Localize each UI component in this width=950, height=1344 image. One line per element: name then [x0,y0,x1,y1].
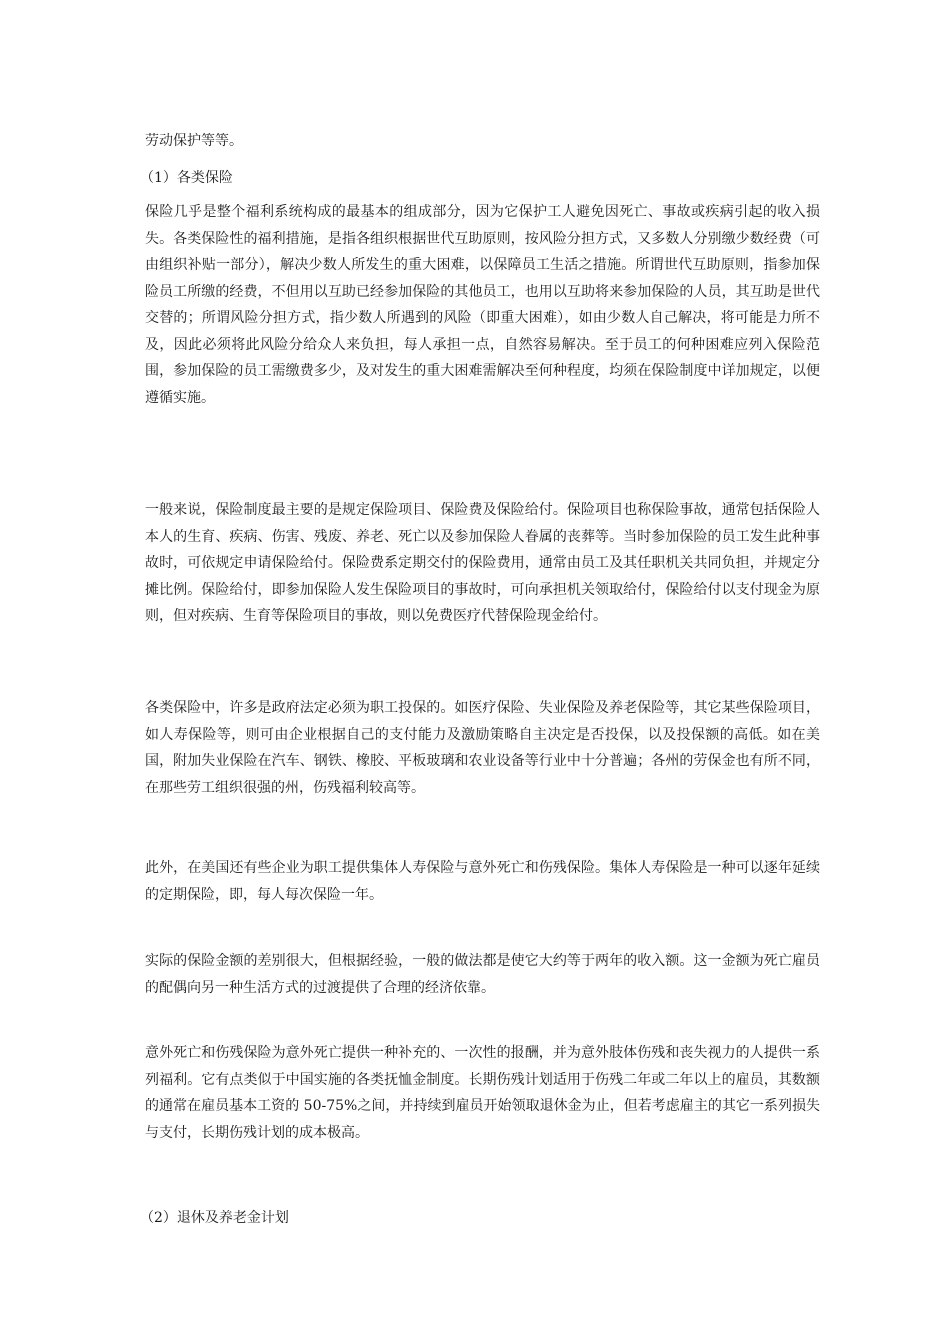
paragraph-insurance-system: 一般来说，保险制度最主要的是规定保险项目、保险费及保险给付。保险项目也称保险事故，通常包括保险人本人的生育、疾病、伤害、残废、养老、死亡以及参加保险人眷属的丧葬等。当时参加保险的员工发生此种事故时，可依规定申请保险给付。保险费系定期交付的保险费用，通常由员工及其任职机关共同负担，并规定分摊比例。保险给付，即参加保险人发生保险项目的事故时，可向承担机关领取给付，保险给付以支付现金为原则，但对疾病、生育等保险项目的事故，则以免费医疗代替保险现金给付。 [145,502,820,624]
paragraph-4-block [145,855,820,908]
paragraph-3-block [145,695,820,801]
paragraph-6-block [145,1040,820,1146]
paragraph-group-life-insurance: 此外，在美国还有些企业为职工提供集体人寿保险与意外死亡和伤残保险。集体人寿保险是一种可以逐年延续的定期保险，即，每人每次保险一年。 [145,860,820,903]
paragraph-insurance-amount: 实际的保险金额的差别很大，但根据经验，一般的做法都是使它大约等于两年的收入额。这一金额为死亡雇员的配偶向另一种生活方式的过渡提供了合理的经济依靠。 [145,953,820,996]
paragraph-accident-disability: 意外死亡和伤残保险为意外死亡提供一种补充的、一次性的报酬，并为意外肢体伤残和丧失视力的人提供一系列福利。它有点类似于中国实施的各类抚恤金制度。长期伤残计划适用于伤残二年或二年以上的雇员，其数额的通常在雇员基本工资的 50-75%之间，并持续到雇员开始领取退休金为止，但若考虑雇主的其它一系列损失与支付，长期伤残计划的成本极高。 [145,1045,820,1141]
paragraph-statutory-insurance: 各类保险中，许多是政府法定必须为职工投保的。如医疗保险、失业保险及养老保险等，其它某些保险项目，如人寿保险等，则可由企业根据自己的支付能力及激励策略自主决定是否投保，以及投保额的高低。如在美国，附加失业保险在汽车、钢铁、橡胶、平板玻璃和农业设备等行业中十分普遍；各州的劳保金也有所不同，在那些劳工组织很强的州，伤残福利较高等。 [145,700,820,796]
section-1-heading: （1）各类保险 [140,170,233,186]
section-2-heading: （2）退休及养老金计划 [140,1210,289,1226]
paragraph-insurance-overview: 保险几乎是整个福利系统构成的最基本的组成部分，因为它保护工人避免因死亡、事故或疾病引起的收入损失。各类保险性的福利措施，是指各组织根据世代互助原则，按风险分担方式，又多数人分别缴少数经费（可由组织补贴一部分），解决少数人所发生的重大困难，以保障员工生活之措施。所谓世代互助原则，指参加保险员工所缴的经费，不但用以互助已经参加保险的其他员工，也用以互助将来参加保险的人员，其互助是世代交替的；所谓风险分担方式，指少数人所遇到的风险（即重大困难），如由少数人自己解决，将可能是力所不及，因此必须将此风险分给众人来负担，每人承担一点，自然容易解决。至于员工的何种困难应列入保险范围，参加保险的员工需缴费多少，及对发生的重大困难需解决至何种程度，均须在保险制度中详加规定，以便遵循实施。 [145,204,820,406]
intro-tail-text: 劳动保护等等。 [145,133,243,149]
paragraph-5-block [145,948,820,1001]
paragraph-2-block [145,497,820,630]
paragraph-1-block [145,199,820,411]
